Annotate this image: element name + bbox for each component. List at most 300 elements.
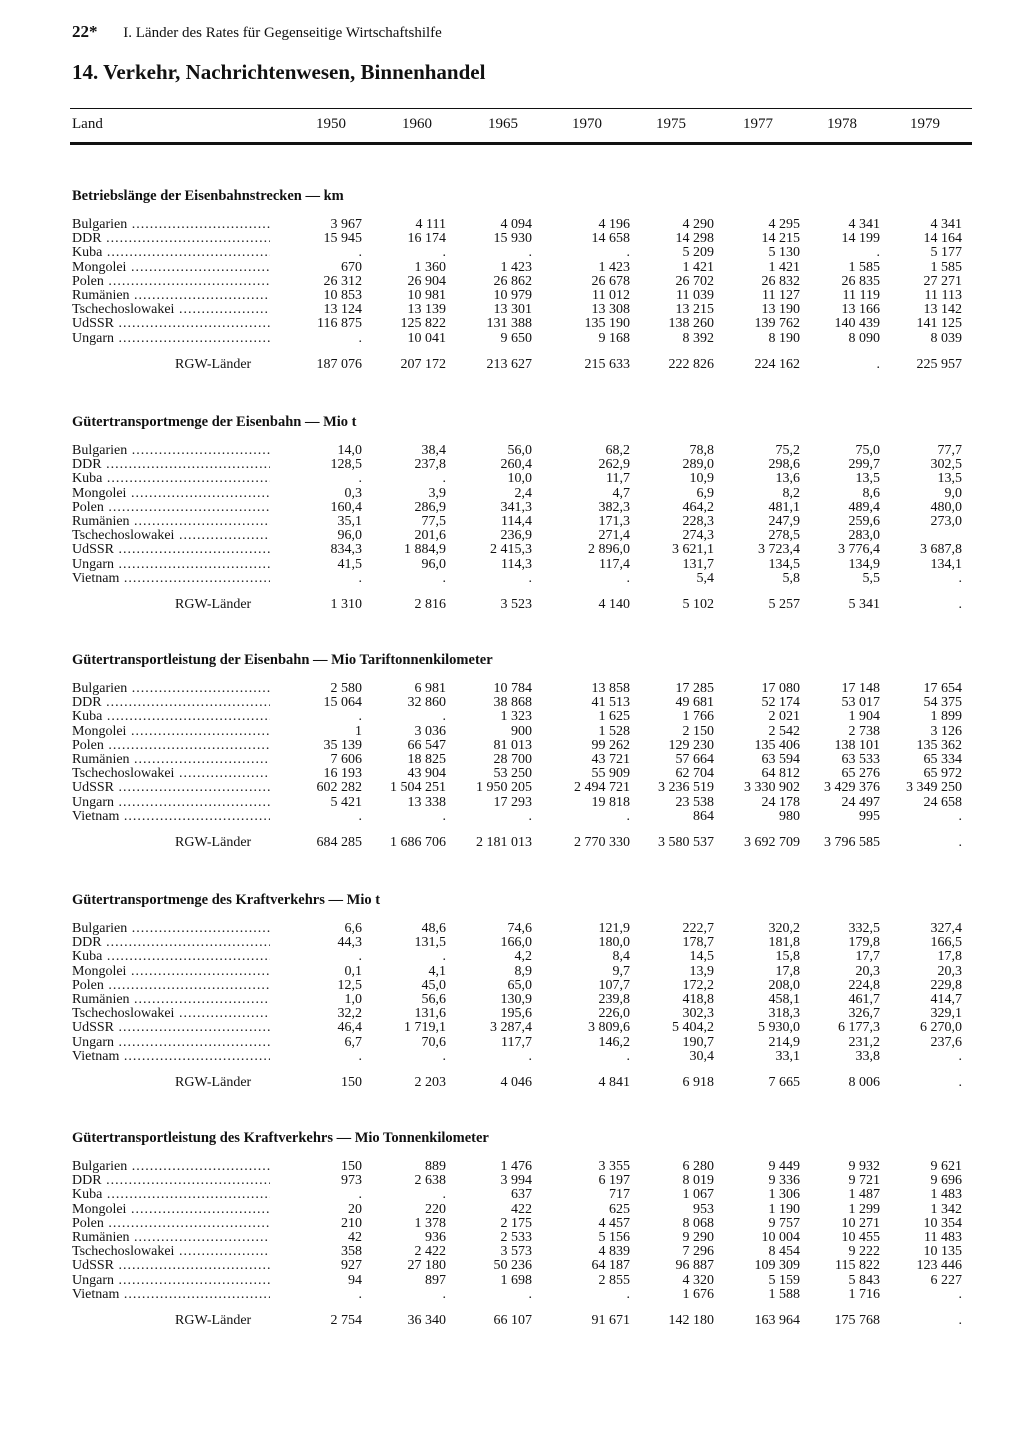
table-cell: 13 308 xyxy=(591,302,630,317)
table-cell: 1 588 xyxy=(768,1287,800,1302)
table-cell: 43 721 xyxy=(591,752,630,767)
table-cell: 115 822 xyxy=(835,1258,880,1273)
table-cell: 14 199 xyxy=(841,231,880,246)
table-cell: 2 542 xyxy=(768,724,800,739)
table-cell: 1 299 xyxy=(848,1202,880,1217)
table-cell: 224,8 xyxy=(848,978,880,993)
table-cell: 1 950 205 xyxy=(476,780,532,795)
table-cell: . xyxy=(442,1049,446,1064)
table-row xyxy=(0,753,1024,767)
table-cell: 481,1 xyxy=(768,500,800,515)
country-label: DDR ..... xyxy=(72,1174,270,1188)
table-cell: 13 142 xyxy=(923,302,962,317)
table-cell: . xyxy=(626,809,630,824)
table-cell: 5 421 xyxy=(330,795,362,810)
total-label: RGW-Länder xyxy=(175,358,252,372)
table-cell: 2 738 xyxy=(848,724,880,739)
table-cell: 5 209 xyxy=(682,245,714,260)
table-cell: . xyxy=(626,571,630,586)
table-cell: 65 972 xyxy=(923,766,962,781)
table-cell: 33,1 xyxy=(775,1049,800,1064)
table-cell: 56,6 xyxy=(421,992,446,1007)
table-row xyxy=(0,1245,1024,1259)
table-cell: . xyxy=(958,1287,962,1302)
table-cell: 190,7 xyxy=(682,1035,714,1050)
table-cell: . xyxy=(528,245,532,260)
table-cell: 15 930 xyxy=(493,231,532,246)
table-cell: 150 xyxy=(341,1159,362,1174)
table-cell: 10 853 xyxy=(323,288,362,303)
table-cell: 6 981 xyxy=(414,681,446,696)
table-cell: 9 721 xyxy=(848,1173,880,1188)
table-row xyxy=(0,725,1024,739)
table-cell: 45,0 xyxy=(421,978,446,993)
table-cell: 4 111 xyxy=(415,217,446,232)
table-cell: 172,2 xyxy=(682,978,714,993)
table-cell: 900 xyxy=(511,724,532,739)
table-cell: 1 306 xyxy=(768,1187,800,1202)
table-cell: 43 904 xyxy=(407,766,446,781)
country-label: Kuba ..... xyxy=(72,710,270,724)
table-cell: 8 006 xyxy=(848,1075,880,1090)
table-cell: 2 754 xyxy=(330,1313,362,1328)
table-cell: . xyxy=(358,331,362,346)
table-cell: 141 125 xyxy=(916,316,962,331)
table-cell: 208,0 xyxy=(768,978,800,993)
table-cell: . xyxy=(958,835,962,850)
table-cell: . xyxy=(358,1287,362,1302)
table-cell: 131,5 xyxy=(414,935,446,950)
table-cell: 24 497 xyxy=(841,795,880,810)
table-cell: 18 825 xyxy=(407,752,446,767)
table-cell: 26 702 xyxy=(675,274,714,289)
table-cell: 8 039 xyxy=(930,331,962,346)
table-cell: 7 665 xyxy=(768,1075,800,1090)
country-label: Polen ..... xyxy=(72,739,270,753)
table-cell: 489,4 xyxy=(848,500,880,515)
country-label: Bulgarien ..... xyxy=(72,1160,270,1174)
table-cell: 4,7 xyxy=(612,486,630,501)
table-cell: 3 429 376 xyxy=(824,780,880,795)
table-row xyxy=(0,1007,1024,1021)
table-cell: 3 967 xyxy=(330,217,362,232)
table-cell: . xyxy=(442,471,446,486)
table-cell: 11 012 xyxy=(592,288,630,303)
country-label: Rumänien ..... xyxy=(72,289,270,303)
table-cell: . xyxy=(626,1287,630,1302)
country-label: Vietnam ..... xyxy=(72,1288,270,1302)
table-cell: 9 336 xyxy=(768,1173,800,1188)
table-cell: 10 354 xyxy=(923,1216,962,1231)
table-cell: 68,2 xyxy=(605,443,630,458)
table-cell: 226,0 xyxy=(598,1006,630,1021)
country-label: DDR ..... xyxy=(72,458,270,472)
table-cell: 2 580 xyxy=(330,681,362,696)
table-cell: 2 150 xyxy=(682,724,714,739)
section-title: Betriebslänge der Eisenbahnstrecken — km xyxy=(72,188,344,204)
table-cell: 320,2 xyxy=(768,921,800,936)
table-cell: 163 964 xyxy=(754,1313,800,1328)
table-cell: 418,8 xyxy=(682,992,714,1007)
table-cell: 2 021 xyxy=(768,709,800,724)
table-cell: 135 406 xyxy=(754,738,800,753)
table-cell: 5 156 xyxy=(598,1230,630,1245)
table-cell: 65,0 xyxy=(507,978,532,993)
table-cell: . xyxy=(442,1287,446,1302)
table-cell: 91 671 xyxy=(591,1313,630,1328)
table-cell: 3 776,4 xyxy=(838,542,880,557)
table-cell: 10,0 xyxy=(507,471,532,486)
table-cell: 55 909 xyxy=(591,766,630,781)
table-cell: 271,4 xyxy=(598,528,630,543)
table-cell: 299,7 xyxy=(848,457,880,472)
table-cell: 1 067 xyxy=(682,1187,714,1202)
table-cell: 17 293 xyxy=(493,795,532,810)
table-cell: 1 766 xyxy=(682,709,714,724)
table-cell: 8 090 xyxy=(848,331,880,346)
table-cell: 64 812 xyxy=(761,766,800,781)
table-cell: 422 xyxy=(511,1202,532,1217)
table-cell: 41 513 xyxy=(591,695,630,710)
table-cell: 146,2 xyxy=(598,1035,630,1050)
table-row xyxy=(0,444,1024,458)
country-label: Polen ..... xyxy=(72,1217,270,1231)
table-cell: 7 296 xyxy=(682,1244,714,1259)
table-cell: 75,2 xyxy=(775,443,800,458)
table-cell: 6 270,0 xyxy=(920,1020,962,1035)
table-cell: 20 xyxy=(348,1202,362,1217)
table-row xyxy=(0,767,1024,781)
table-cell: 63 533 xyxy=(841,752,880,767)
table-row xyxy=(0,289,1024,303)
table-cell: 27 271 xyxy=(923,274,962,289)
table-cell: . xyxy=(358,1187,362,1202)
table-cell: 49 681 xyxy=(675,695,714,710)
country-label: Polen ..... xyxy=(72,979,270,993)
table-cell: 1 483 xyxy=(930,1187,962,1202)
table-cell: 52 174 xyxy=(761,695,800,710)
table-cell: 897 xyxy=(425,1273,446,1288)
table-cell: 201,6 xyxy=(414,528,446,543)
country-label: UdSSR ..... xyxy=(72,1259,270,1273)
table-row xyxy=(0,979,1024,993)
table-cell: 26 678 xyxy=(591,274,630,289)
table-cell: 10,9 xyxy=(689,471,714,486)
table-cell: 13 190 xyxy=(761,302,800,317)
column-header-year: 1975 xyxy=(656,116,686,132)
table-cell: 10 271 xyxy=(841,1216,880,1231)
column-header-year: 1950 xyxy=(316,116,346,132)
table-cell: . xyxy=(528,809,532,824)
table-cell: 131 388 xyxy=(486,316,532,331)
table-cell: 6 197 xyxy=(598,1173,630,1188)
table-cell: . xyxy=(358,571,362,586)
table-title: 14. Verkehr, Nachrichtenwesen, Binnenhandel xyxy=(72,60,486,84)
table-cell: 13,5 xyxy=(937,471,962,486)
table-cell: 229,8 xyxy=(930,978,962,993)
table-cell: 9 168 xyxy=(598,331,630,346)
table-cell: 2 203 xyxy=(414,1075,446,1090)
table-cell: 38,4 xyxy=(421,443,446,458)
table-cell: 302,3 xyxy=(682,1006,714,1021)
table-cell: 3,9 xyxy=(428,486,446,501)
table-cell: 11 113 xyxy=(924,288,962,303)
table-cell: 171,3 xyxy=(598,514,630,529)
table-cell: . xyxy=(958,1313,962,1328)
table-cell: 327,4 xyxy=(930,921,962,936)
table-cell: . xyxy=(958,597,962,612)
table-row xyxy=(0,317,1024,331)
table-cell: 262,9 xyxy=(598,457,630,472)
table-cell: 13 139 xyxy=(407,302,446,317)
table-cell: 14 215 xyxy=(761,231,800,246)
table-cell: 2,4 xyxy=(514,486,532,501)
table-row xyxy=(0,472,1024,486)
table-cell: 236,9 xyxy=(500,528,532,543)
running-header xyxy=(72,22,442,42)
table-cell: 16 174 xyxy=(407,231,446,246)
table-cell: 28 700 xyxy=(493,752,532,767)
table-cell: 1 686 706 xyxy=(390,835,446,850)
total-label: RGW-Länder xyxy=(175,836,252,850)
country-label: Ungarn ..... xyxy=(72,558,270,572)
table-cell: 5,5 xyxy=(862,571,880,586)
table-cell: 4 196 xyxy=(598,217,630,232)
table-cell: 4,1 xyxy=(428,964,446,979)
table-cell: 4 094 xyxy=(500,217,532,232)
table-cell: 16 193 xyxy=(323,766,362,781)
table-cell: 10 041 xyxy=(407,331,446,346)
table-cell: 2 816 xyxy=(414,597,446,612)
table-cell: 7 606 xyxy=(330,752,362,767)
table-cell: 207 172 xyxy=(400,357,446,372)
table-cell: 1 676 xyxy=(682,1287,714,1302)
table-cell: 4 341 xyxy=(848,217,880,232)
table-cell: 15 945 xyxy=(323,231,362,246)
table-cell: 302,5 xyxy=(930,457,962,472)
table-cell: 1 476 xyxy=(500,1159,532,1174)
table-cell: . xyxy=(442,571,446,586)
table-cell: . xyxy=(358,245,362,260)
table-cell: 179,8 xyxy=(848,935,880,950)
table-cell: 4 841 xyxy=(598,1075,630,1090)
table-cell: 13 858 xyxy=(591,681,630,696)
table-cell: 41,5 xyxy=(337,557,362,572)
table-cell: . xyxy=(958,1075,962,1090)
country-label: Bulgarien ..... xyxy=(72,922,270,936)
country-label: DDR ..... xyxy=(72,696,270,710)
table-cell: 222 826 xyxy=(668,357,714,372)
table-cell: 181,8 xyxy=(768,935,800,950)
table-cell: 936 xyxy=(425,1230,446,1245)
table-cell: 24 178 xyxy=(761,795,800,810)
table-cell: 131,7 xyxy=(682,557,714,572)
country-label: Polen ..... xyxy=(72,275,270,289)
table-cell: 5 159 xyxy=(768,1273,800,1288)
table-cell: 1 323 xyxy=(500,709,532,724)
table-cell: 8 019 xyxy=(682,1173,714,1188)
table-row xyxy=(0,1174,1024,1188)
table-cell: 9 757 xyxy=(768,1216,800,1231)
column-header-year: 1979 xyxy=(910,116,940,132)
table-cell: 332,5 xyxy=(848,921,880,936)
table-cell: 3 692 709 xyxy=(744,835,800,850)
table-cell: 4 295 xyxy=(768,217,800,232)
table-cell: 17,8 xyxy=(775,964,800,979)
table-cell: . xyxy=(528,1287,532,1302)
table-cell: 14,0 xyxy=(337,443,362,458)
table-cell: 8,4 xyxy=(612,949,630,964)
table-cell: 46,4 xyxy=(337,1020,362,1035)
table-row xyxy=(0,529,1024,543)
table-row xyxy=(0,781,1024,795)
table-cell: 125 822 xyxy=(400,316,446,331)
table-cell: 64 187 xyxy=(591,1258,630,1273)
table-cell: 980 xyxy=(779,809,800,824)
table-cell: 239,8 xyxy=(598,992,630,1007)
table-cell: 1 421 xyxy=(682,260,714,275)
table-cell: 637 xyxy=(511,1187,532,1202)
table-cell: 11 127 xyxy=(762,288,800,303)
table-cell: 9 621 xyxy=(930,1159,962,1174)
table-cell: 318,3 xyxy=(768,1006,800,1021)
table-cell: 36 340 xyxy=(407,1313,446,1328)
table-cell: 81 013 xyxy=(493,738,532,753)
table-cell: . xyxy=(876,245,880,260)
country-label: Tschechoslowakei ..... xyxy=(72,1007,270,1021)
table-cell: 237,6 xyxy=(930,1035,962,1050)
table-row xyxy=(0,515,1024,529)
country-label: Vietnam ..... xyxy=(72,1050,270,1064)
table-cell: 973 xyxy=(341,1173,362,1188)
country-label: Mongolei ..... xyxy=(72,725,270,739)
table-cell: 231,2 xyxy=(848,1035,880,1050)
table-cell: 65 334 xyxy=(923,752,962,767)
table-cell: 1 904 xyxy=(848,709,880,724)
table-cell: 2 533 xyxy=(500,1230,532,1245)
table-cell: 3 573 xyxy=(500,1244,532,1259)
table-cell: 1 342 xyxy=(930,1202,962,1217)
table-cell: 17 148 xyxy=(841,681,880,696)
country-label: UdSSR ..... xyxy=(72,1021,270,1035)
table-cell: 382,3 xyxy=(598,500,630,515)
table-cell: . xyxy=(528,571,532,586)
table-row xyxy=(0,275,1024,289)
table-cell: 8 068 xyxy=(682,1216,714,1231)
table-cell: 33,8 xyxy=(855,1049,880,1064)
table-row xyxy=(0,1231,1024,1245)
table-cell: 175 768 xyxy=(834,1313,880,1328)
table-cell: 9 696 xyxy=(930,1173,962,1188)
table-cell: 74,6 xyxy=(507,921,532,936)
table-cell: 130,9 xyxy=(500,992,532,1007)
table-cell: . xyxy=(626,245,630,260)
table-cell: 9 650 xyxy=(500,331,532,346)
table-cell: 1 716 xyxy=(848,1287,880,1302)
table-cell: 8,9 xyxy=(514,964,532,979)
table-cell: 42 xyxy=(348,1230,362,1245)
table-cell: 8,2 xyxy=(782,486,800,501)
country-label: Kuba ..... xyxy=(72,246,270,260)
table-cell: 1 899 xyxy=(930,709,962,724)
table-cell: 13 124 xyxy=(323,302,362,317)
table-cell: 1 719,1 xyxy=(404,1020,446,1035)
table-cell: 4 320 xyxy=(682,1273,714,1288)
country-label: Vietnam ..... xyxy=(72,810,270,824)
total-label: RGW-Länder xyxy=(175,1314,252,1328)
table-cell: 11 483 xyxy=(924,1230,962,1245)
table-cell: 5 843 xyxy=(848,1273,880,1288)
table-cell: 5 102 xyxy=(682,597,714,612)
table-cell: 5 130 xyxy=(768,245,800,260)
country-label: Bulgarien ..... xyxy=(72,218,270,232)
table-cell: 1,0 xyxy=(344,992,362,1007)
table-cell: 27 180 xyxy=(407,1258,446,1273)
table-cell: 129 230 xyxy=(668,738,714,753)
table-cell: 5 177 xyxy=(930,245,962,260)
table-row xyxy=(0,232,1024,246)
country-label: Bulgarien ..... xyxy=(72,682,270,696)
country-label: Mongolei ..... xyxy=(72,1203,270,1217)
table-cell: 180,0 xyxy=(598,935,630,950)
table-cell: 214,9 xyxy=(768,1035,800,1050)
table-cell: 9,7 xyxy=(612,964,630,979)
table-row xyxy=(0,303,1024,317)
table-cell: 13 215 xyxy=(675,302,714,317)
table-cell: 5,4 xyxy=(696,571,714,586)
table-cell: 114,4 xyxy=(501,514,532,529)
table-row xyxy=(0,487,1024,501)
table-cell: 4 140 xyxy=(598,597,630,612)
table-cell: 77,5 xyxy=(421,514,446,529)
table-cell: 10 004 xyxy=(761,1230,800,1245)
table-cell: 9,0 xyxy=(944,486,962,501)
table-cell: 13 301 xyxy=(493,302,532,317)
table-cell: . xyxy=(442,949,446,964)
table-cell: 210 xyxy=(341,1216,362,1231)
table-cell: 3 287,4 xyxy=(490,1020,532,1035)
table-row xyxy=(0,1203,1024,1217)
total-row xyxy=(0,836,1024,850)
table-row xyxy=(0,501,1024,515)
table-cell: 66 547 xyxy=(407,738,446,753)
table-cell: 123 446 xyxy=(916,1258,962,1273)
table-cell: 11 039 xyxy=(676,288,714,303)
table-cell: 1 423 xyxy=(500,260,532,275)
header-rule-top xyxy=(70,108,972,109)
column-header-year: 1960 xyxy=(402,116,432,132)
table-cell: 341,3 xyxy=(500,500,532,515)
table-cell: 10 979 xyxy=(493,288,532,303)
table-row xyxy=(0,936,1024,950)
table-cell: 4,2 xyxy=(514,949,532,964)
table-row xyxy=(0,1274,1024,1288)
country-label: Ungarn ..... xyxy=(72,332,270,346)
table-cell: 0,1 xyxy=(344,964,362,979)
table-cell: 166,5 xyxy=(930,935,962,950)
table-row xyxy=(0,1160,1024,1174)
country-label: Rumänien ..... xyxy=(72,1231,270,1245)
table-cell: 96 887 xyxy=(675,1258,714,1273)
country-label: Tschechoslowakei ..... xyxy=(72,1245,270,1259)
table-cell: 66 107 xyxy=(493,1313,532,1328)
table-cell: 62 704 xyxy=(675,766,714,781)
table-cell: 75,0 xyxy=(855,443,880,458)
table-cell: 358 xyxy=(341,1244,362,1259)
table-cell: . xyxy=(358,471,362,486)
table-cell: 4 457 xyxy=(598,1216,630,1231)
table-cell: 278,5 xyxy=(768,528,800,543)
